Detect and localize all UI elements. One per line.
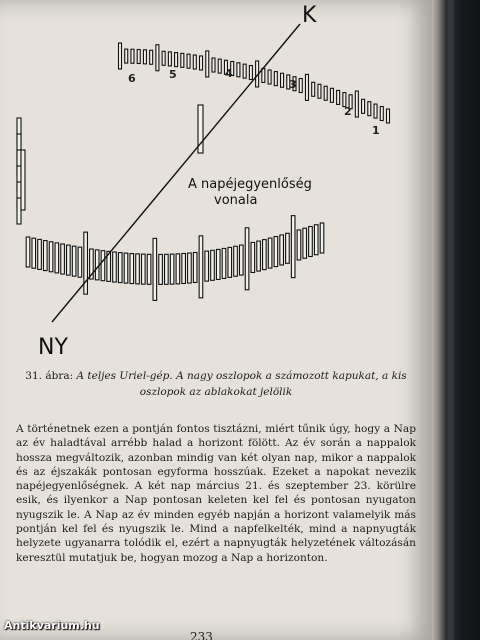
window-post [237,63,240,77]
window-post [72,246,76,276]
window-post [168,52,171,66]
gate-post [245,228,249,290]
window-post [216,249,220,279]
page-number: 233 [190,630,213,640]
window-post [268,70,271,84]
gate-number-1: 1 [372,124,380,137]
window-post [137,49,140,63]
caption-label: 31. ábra: [25,370,74,382]
equinox-label-line1: A napéjegyenlőség [188,177,312,192]
window-post [78,247,82,277]
window-post [249,66,252,80]
gate-number-2: 2 [344,105,352,118]
gate-post [153,238,157,300]
label-k: K [302,3,317,28]
window-post [159,254,163,284]
window-post [200,56,203,70]
window-post [147,254,151,284]
window-post [218,59,221,73]
window-post [26,237,30,267]
window-post [320,223,324,253]
posts-group [17,43,390,300]
window-post [212,58,215,72]
gate-number-6: 6 [128,72,136,85]
window-post [281,73,284,87]
gate-number-3: 3 [289,78,297,91]
label-ny: NY [38,335,68,360]
window-post [312,82,315,96]
gate-post [84,232,88,294]
window-post [95,250,99,280]
window-post [368,102,371,116]
window-post [175,53,178,67]
window-post [181,53,184,67]
window-post [113,252,117,282]
watermark: Antikvarium.hu [4,619,100,632]
window-post [141,254,145,284]
window-post [170,254,174,284]
window-post [286,233,290,263]
window-post [182,253,186,283]
window-post [314,225,318,255]
window-post [337,90,340,104]
window-post [176,254,180,284]
window-post [124,253,128,283]
spine-edge [448,0,454,640]
body-paragraph: A történetnek ezen a pontján fontos tisztázni, miért tűnik úgy, hogy a Nap az év haladtával arrébb halad a horizont fölött. Az év során a nappalok hossza megváltozik, azonban mindig van két olyan nap, mikor a nappalok és az éjszakák pontosan egyforma hosszúak. Ezeket a napokat nevezik napéjegyenlőségnek. A két nap március 21. és szeptember 23. körülre esik, és ilyenkor a Nap pontosan keleten kel fel és pontosan nyugaton nyugszik le. A Nap az év minden egyéb napján a horizont valamelyik más pontján kel fel és nyugszik le. Mind a napfelkelték, mind a napnyugták helyzete ugyanarra tolódik el, ezért a napnyugták helyzetének változásán keresztül mutatjuk be, hogyan mozog a Nap a horizonton. [16,423,416,564]
gate-post [305,74,308,100]
window-post [101,251,105,281]
window-post [374,104,377,118]
window-post [32,238,36,268]
window-post [280,235,284,265]
window-post [228,247,232,277]
gate-post [355,91,358,117]
window-post [55,243,59,273]
caption-text: A teljes Uriel-gép. A nagy oszlopok a számozott kapukat, a kis oszlopok az ablakokat jelölik [76,370,407,398]
window-post [274,72,277,86]
figure-caption [16,368,416,400]
window-post [274,237,278,267]
window-post [303,228,307,258]
window-post [362,99,365,113]
window-post [268,238,272,268]
gate-number-4: 4 [225,67,233,80]
window-post [165,254,169,284]
gate-post [206,51,209,77]
window-post [263,240,267,270]
window-post [118,253,122,283]
window-post [324,86,327,100]
window-post [299,79,302,93]
window-post [234,246,238,276]
window-post [239,245,243,275]
gate-post [119,43,122,69]
window-post [243,64,246,78]
window-post [143,50,146,64]
window-post [131,49,134,63]
equinox-label-line2: vonala [214,193,258,208]
window-post [211,250,215,280]
window-post [38,239,42,269]
window-post [205,251,209,281]
gate-number-5: 5 [169,68,177,81]
window-post [222,248,226,278]
window-post [150,50,153,64]
window-post [387,109,390,123]
window-post [262,68,265,82]
window-post [61,244,65,274]
window-post [330,88,333,102]
window-post [193,55,196,69]
window-post [43,241,47,271]
window-post [187,54,190,68]
window-post [130,254,134,284]
window-post [162,51,165,65]
window-post [309,226,313,256]
window-post [67,245,71,275]
gate-post [291,216,295,278]
gate-post [21,150,25,210]
window-post [136,254,140,284]
window-post [17,198,21,224]
window-post [125,49,128,63]
window-post [188,253,192,283]
window-post [251,242,255,272]
book-spine [432,0,480,640]
window-post [193,252,197,282]
gate-post [199,236,203,298]
window-post [297,230,301,260]
gate-post [156,45,159,71]
window-post [318,84,321,98]
window-post [257,241,261,271]
window-post [380,107,383,121]
window-post [49,242,53,272]
